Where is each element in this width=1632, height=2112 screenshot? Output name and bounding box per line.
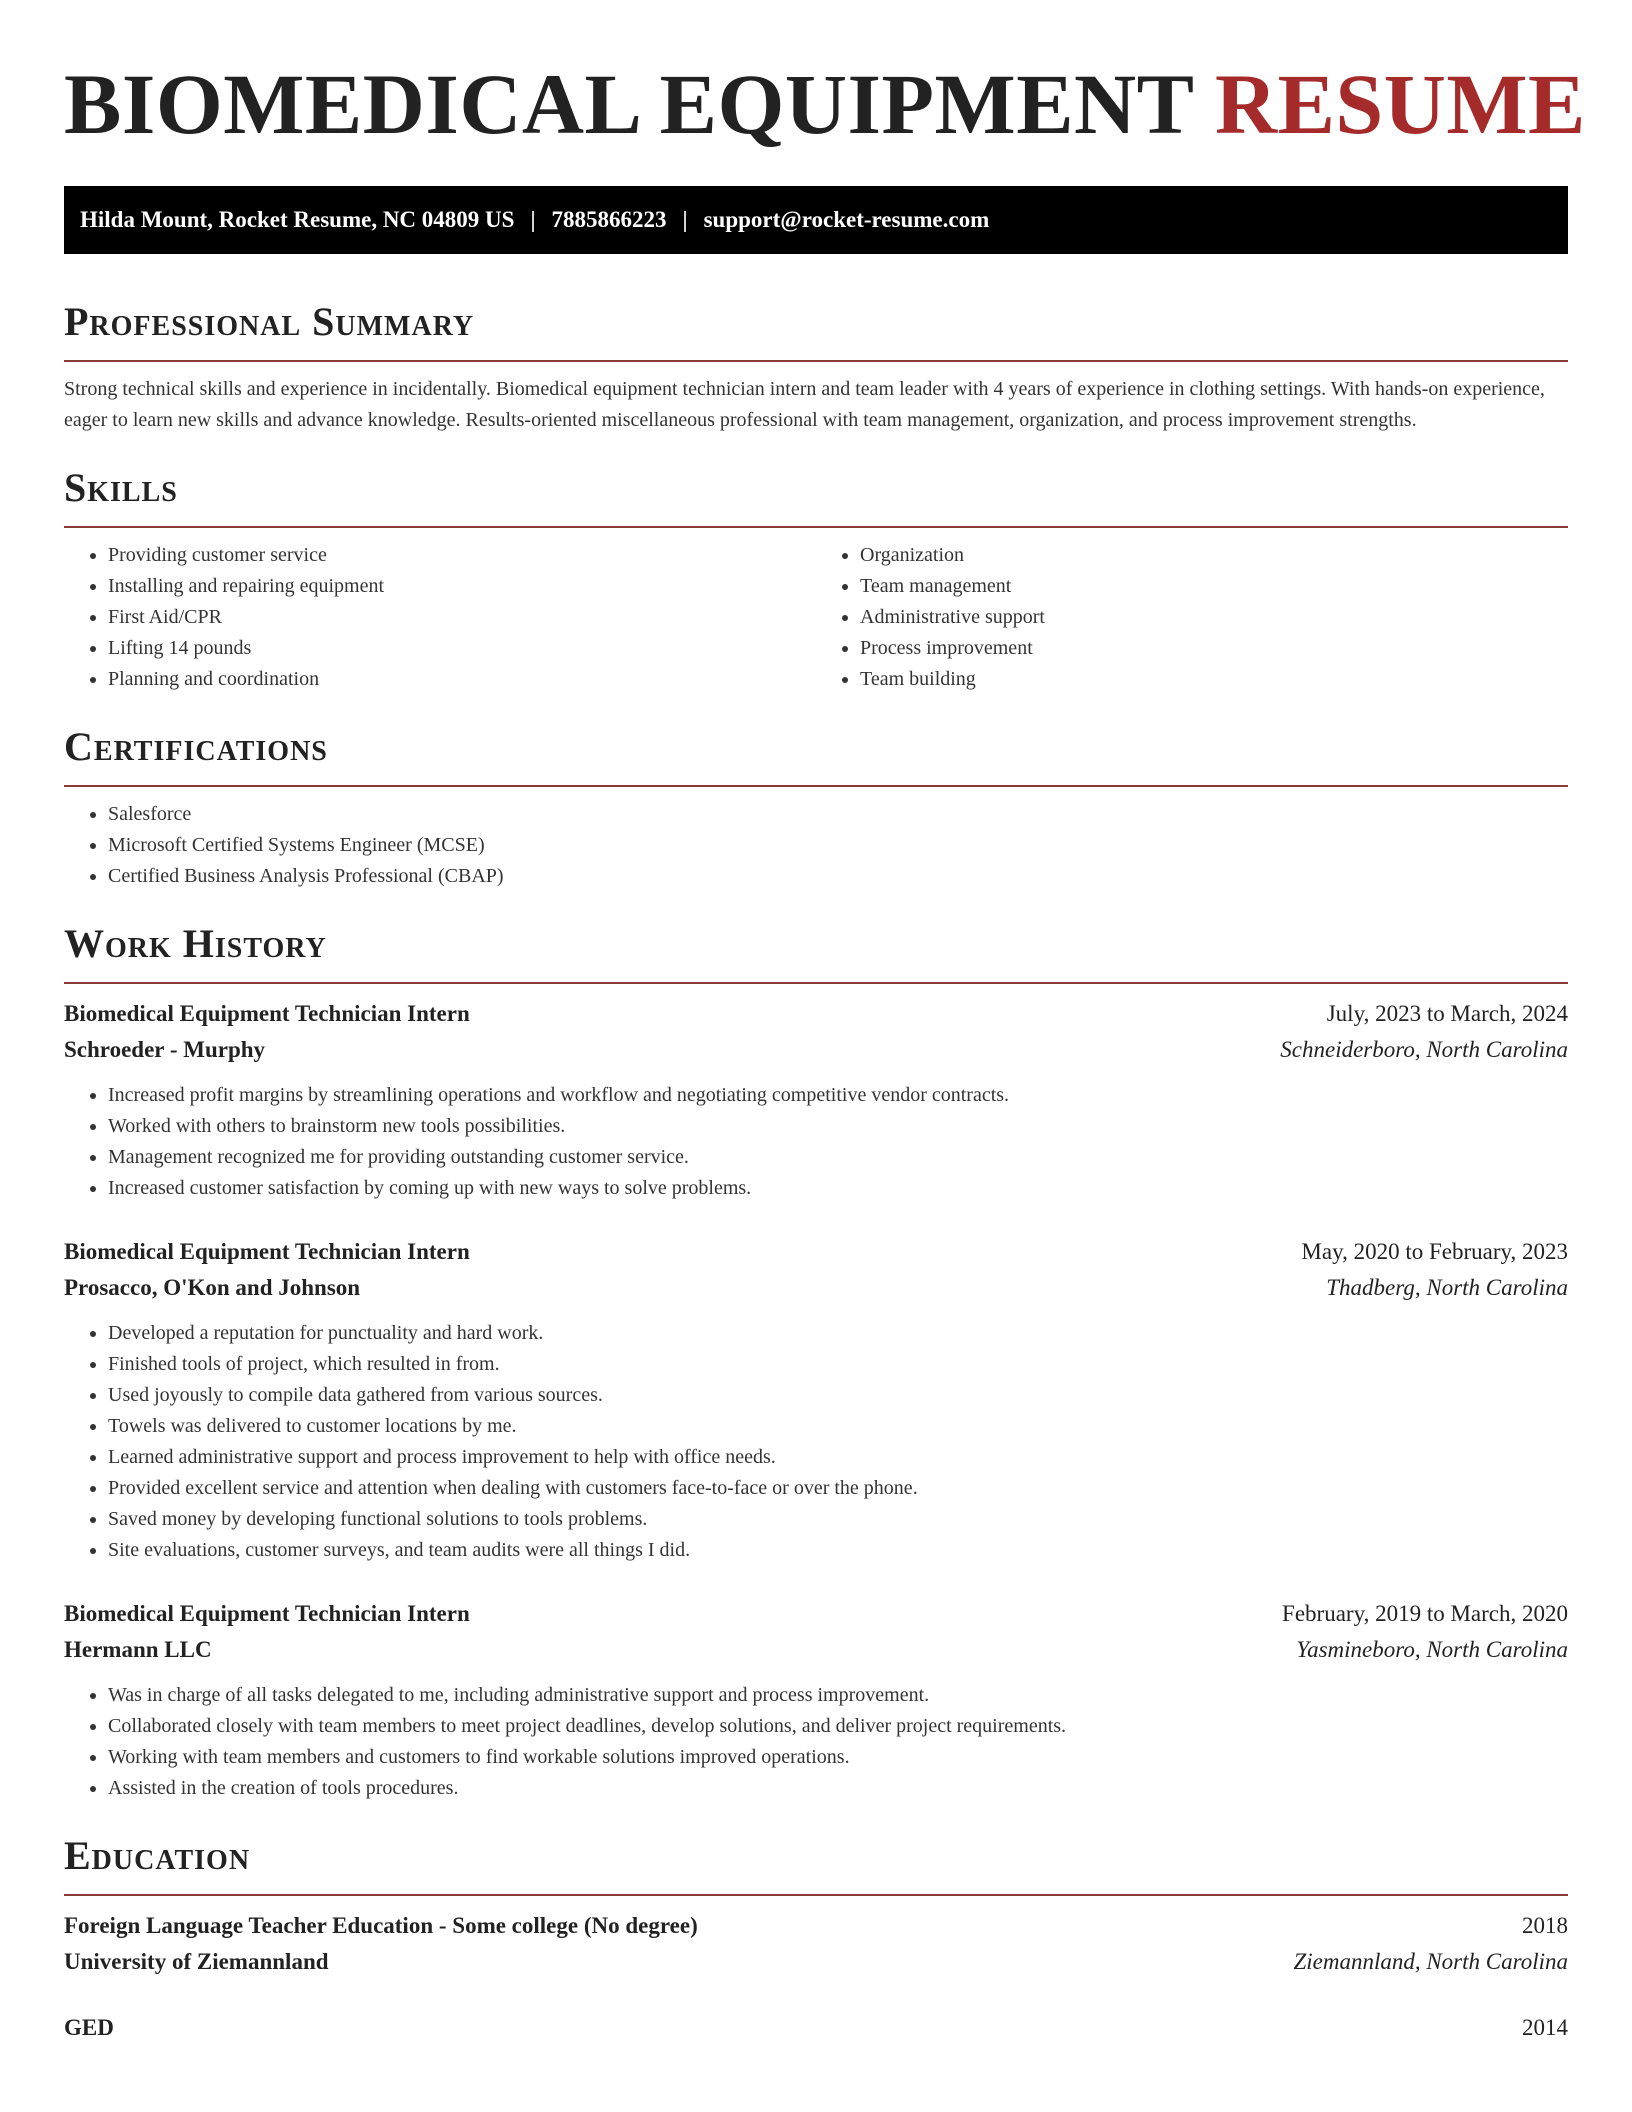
skill-item: • Providing customer service	[108, 540, 816, 571]
section-divider	[64, 360, 1568, 362]
job-title: Biomedical Equipment Technician Intern	[64, 1239, 470, 1264]
contact-address: Hilda Mount, Rocket Resume, NC 04809 US	[80, 207, 515, 232]
contact-bar	[64, 186, 1568, 254]
skill-item: • Lifting 14 pounds	[108, 633, 816, 664]
job-bullet: • Increased customer satisfaction by coming up with new ways to solve problems.	[108, 1173, 1568, 1204]
job-bullet: • Management recognized me for providing outstanding customer service.	[108, 1142, 1568, 1173]
skills-list-left	[64, 540, 816, 695]
job-bullet: • Towels was delivered to customer locations by me.	[108, 1411, 1568, 1442]
job-bullet: • Was in charge of all tasks delegated to me, including administrative support and process improvement.	[108, 1680, 1568, 1711]
skill-item: • Organization	[860, 540, 1568, 571]
job-bullet: • Assisted in the creation of tools procedures.	[108, 1773, 1568, 1804]
certifications-heading: Certifications	[64, 724, 328, 769]
job-bullet: • Working with team members and customers to find workable solutions improved operations.	[108, 1742, 1568, 1773]
job-dates: July, 2023 to March, 2024	[1326, 1001, 1568, 1026]
job-header-row	[64, 996, 1568, 1032]
job-bullets	[64, 1680, 1568, 1804]
education-degree: GED	[64, 2015, 114, 2040]
contact-separator: |	[530, 207, 536, 232]
skill-item: • Planning and coordination	[108, 664, 816, 695]
job-header-row	[64, 1234, 1568, 1270]
section-divider	[64, 1894, 1568, 1896]
summary-text: Strong technical skills and experience in incidentally. Biomedical equipment technician intern and team leader with 4 years of experience in clothing settings. With hands-on experience, eager to learn new skills and advance knowledge. Results-oriented miscellaneous professional with team management, organization, and process improvement strengths.	[64, 378, 1545, 431]
skill-item: • First Aid/CPR	[108, 602, 816, 633]
section-divider	[64, 982, 1568, 984]
education-section	[64, 1832, 1568, 2046]
contact-separator: |	[682, 207, 688, 232]
certification-item: • Certified Business Analysis Professional (CBAP)	[108, 861, 1568, 892]
job-bullets	[64, 1080, 1568, 1204]
skills-section	[64, 464, 1568, 695]
job-company: Hermann LLC	[64, 1637, 212, 1662]
education-year: 2014	[1522, 2015, 1568, 2040]
section-divider	[64, 785, 1568, 787]
job-bullet: • Used joyously to compile data gathered from various sources.	[108, 1380, 1568, 1411]
job-bullet: • Site evaluations, customer surveys, and team audits were all things I did.	[108, 1535, 1568, 1566]
section-divider	[64, 526, 1568, 528]
job-bullet: • Collaborated closely with team members to meet project deadlines, develop solutions, and deliver project requirements.	[108, 1711, 1568, 1742]
job-location: Schneiderboro, North Carolina	[1280, 1037, 1568, 1062]
job-entry	[64, 1596, 1568, 1804]
job-location: Thadberg, North Carolina	[1326, 1275, 1568, 1300]
certification-item: • Microsoft Certified Systems Engineer (MCSE)	[108, 830, 1568, 861]
skills-heading: Skills	[64, 465, 178, 510]
summary-heading: Professional Summary	[64, 299, 475, 344]
job-bullet: • Provided excellent service and attention when dealing with customers face-to-face or over the phone.	[108, 1473, 1568, 1504]
education-school: University of Ziemannland	[64, 1949, 329, 1974]
job-bullet: • Increased profit margins by streamlining operations and workflow and negotiating competitive vendor contracts.	[108, 1080, 1568, 1111]
job-company: Prosacco, O'Kon and Johnson	[64, 1275, 361, 1300]
job-bullet: • Learned administrative support and process improvement to help with office needs.	[108, 1442, 1568, 1473]
education-header-row	[64, 2010, 1568, 2046]
skill-item: • Process improvement	[860, 633, 1568, 664]
job-entry	[64, 1234, 1568, 1566]
resume-title-accent: RESUME	[1214, 56, 1586, 152]
contact-phone: 7885866223	[551, 207, 667, 232]
certification-item: • Salesforce	[108, 799, 1568, 830]
job-bullet: • Saved money by developing functional solutions to tools problems.	[108, 1504, 1568, 1535]
job-bullet: • Developed a reputation for punctuality and hard work.	[108, 1318, 1568, 1349]
job-company-row	[64, 1270, 1568, 1306]
job-bullet: • Finished tools of project, which resulted in from.	[108, 1349, 1568, 1380]
skill-item: • Installing and repairing equipment	[108, 571, 816, 602]
job-dates: February, 2019 to March, 2020	[1282, 1601, 1568, 1626]
education-degree: Foreign Language Teacher Education - Some college (No degree)	[64, 1913, 698, 1938]
contact-email: support@rocket-resume.com	[703, 207, 990, 232]
education-entry	[64, 2010, 1568, 2046]
skill-item: • Team management	[860, 571, 1568, 602]
job-bullets	[64, 1318, 1568, 1566]
job-company-row	[64, 1032, 1568, 1068]
job-location: Yasmineboro, North Carolina	[1296, 1637, 1568, 1662]
resume-title	[64, 48, 1586, 160]
education-heading: Education	[64, 1833, 251, 1878]
summary-section	[64, 298, 1568, 436]
work-history-heading: Work History	[64, 921, 327, 966]
job-entry	[64, 996, 1568, 1204]
education-header-row	[64, 1908, 1568, 1944]
skill-item: • Administrative support	[860, 602, 1568, 633]
education-location: Ziemannland, North Carolina	[1293, 1949, 1568, 1974]
resume-title-main: BIOMEDICAL EQUIPMENT	[64, 56, 1193, 152]
certifications-list	[64, 799, 1568, 892]
education-year: 2018	[1522, 1913, 1568, 1938]
job-bullet: • Worked with others to brainstorm new tools possibilities.	[108, 1111, 1568, 1142]
skills-grid	[64, 540, 1568, 695]
certifications-section	[64, 723, 1568, 892]
job-title: Biomedical Equipment Technician Intern	[64, 1601, 470, 1626]
skills-list-right	[816, 540, 1568, 695]
job-dates: May, 2020 to February, 2023	[1301, 1239, 1568, 1264]
job-company: Schroeder - Murphy	[64, 1037, 266, 1062]
work-history-section	[64, 920, 1568, 1804]
education-school-row	[64, 1944, 1568, 1980]
job-title: Biomedical Equipment Technician Intern	[64, 1001, 470, 1026]
skill-item: • Team building	[860, 664, 1568, 695]
job-header-row	[64, 1596, 1568, 1632]
education-entry	[64, 1908, 1568, 1980]
job-company-row	[64, 1632, 1568, 1668]
